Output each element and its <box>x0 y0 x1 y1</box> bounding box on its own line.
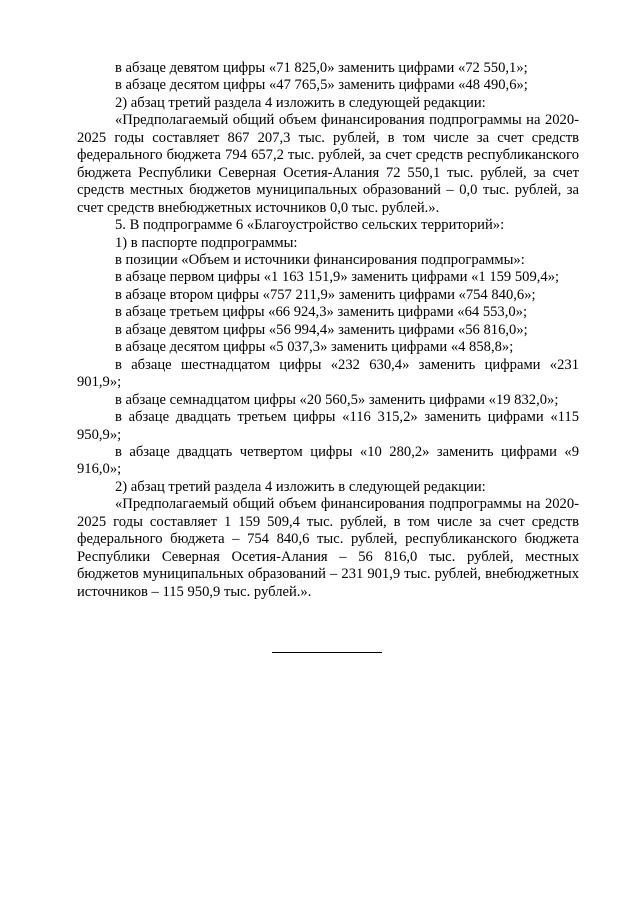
paragraph: 5. В подпрограмме 6 «Благоустройство сельских территорий»: <box>115 217 505 234</box>
paragraph: в абзаце семнадцатом цифры «20 560,5» заменить цифрами «19 832,0»; <box>115 391 559 408</box>
paragraph: «Предполагаемый общий объем финансирования подпрограммы на 2020-2025 годы составляет 867 207,3 тыс. рублей, в том числе за счет средств федерального бюджета 794 657,2 тыс. рублей, за счет средств республиканского бюджета Республики Северная Осетия-Алания 72 550,1 тыс. рублей, за счет средств местных бюджетов муниципальных образований – 0,0 тыс. рублей, за счет средств внебюджетных источников 0,0 тыс. рублей.». <box>77 112 579 216</box>
document-body <box>77 60 579 601</box>
paragraph: «Предполагаемый общий объем финансирования подпрограммы на 2020-2025 годы составляет 1 159 509,4 тыс. рублей, в том числе за счет средств федерального бюджета – 754 840,6 тыс. рублей, республиканского бюджета Республики Северная Осетия-Алания – 56 816,0 тыс. рублей, местных бюджетов муниципальных образований – 231 901,9 тыс. рублей, внебюджетных источников – 115 950,9 тыс. рублей.». <box>77 496 579 600</box>
paragraph: в абзаце шестнадцатом цифры «232 630,4» заменить цифрами «231 901,9»; <box>77 356 579 391</box>
paragraph: в абзаце девятом цифры «71 825,0» заменить цифрами «72 550,1»; <box>115 60 528 76</box>
paragraph: в абзаце первом цифры «1 163 151,9» заменить цифрами «1 159 509,4»; <box>115 269 560 286</box>
paragraph: 1) в паспорте подпрограммы: <box>115 234 298 251</box>
paragraph: в абзаце десятом цифры «5 037,3» заменить цифрами «4 858,8»; <box>115 339 514 356</box>
paragraph: в абзаце двадцать третьем цифры «116 315,2» заменить цифрами «115 950,9»; <box>77 409 579 443</box>
paragraph: в абзаце двадцать четвертом цифры «10 280,2» заменить цифрами «9 916,0»; <box>77 443 579 478</box>
paragraph: в абзаце третьем цифры «66 924,3» заменить цифрами «64 553,0»; <box>115 304 528 321</box>
paragraph: в абзаце десятом цифры «47 765,5» заменить цифрами «48 490,6»; <box>115 77 528 94</box>
paragraph: в абзаце втором цифры «757 211,9» заменить цифрами «754 840,6»; <box>115 286 536 303</box>
paragraph: 2) абзац третий раздела 4 изложить в следующей редакции: <box>115 478 486 495</box>
paragraph: в абзаце девятом цифры «56 994,4» заменить цифрами «56 816,0»; <box>115 321 528 338</box>
paragraph: 2) абзац третий раздела 4 изложить в следующей редакции: <box>115 94 486 111</box>
end-divider-line <box>272 652 382 653</box>
paragraph: в позиции «Объем и источники финансирования подпрограммы»: <box>115 251 525 268</box>
